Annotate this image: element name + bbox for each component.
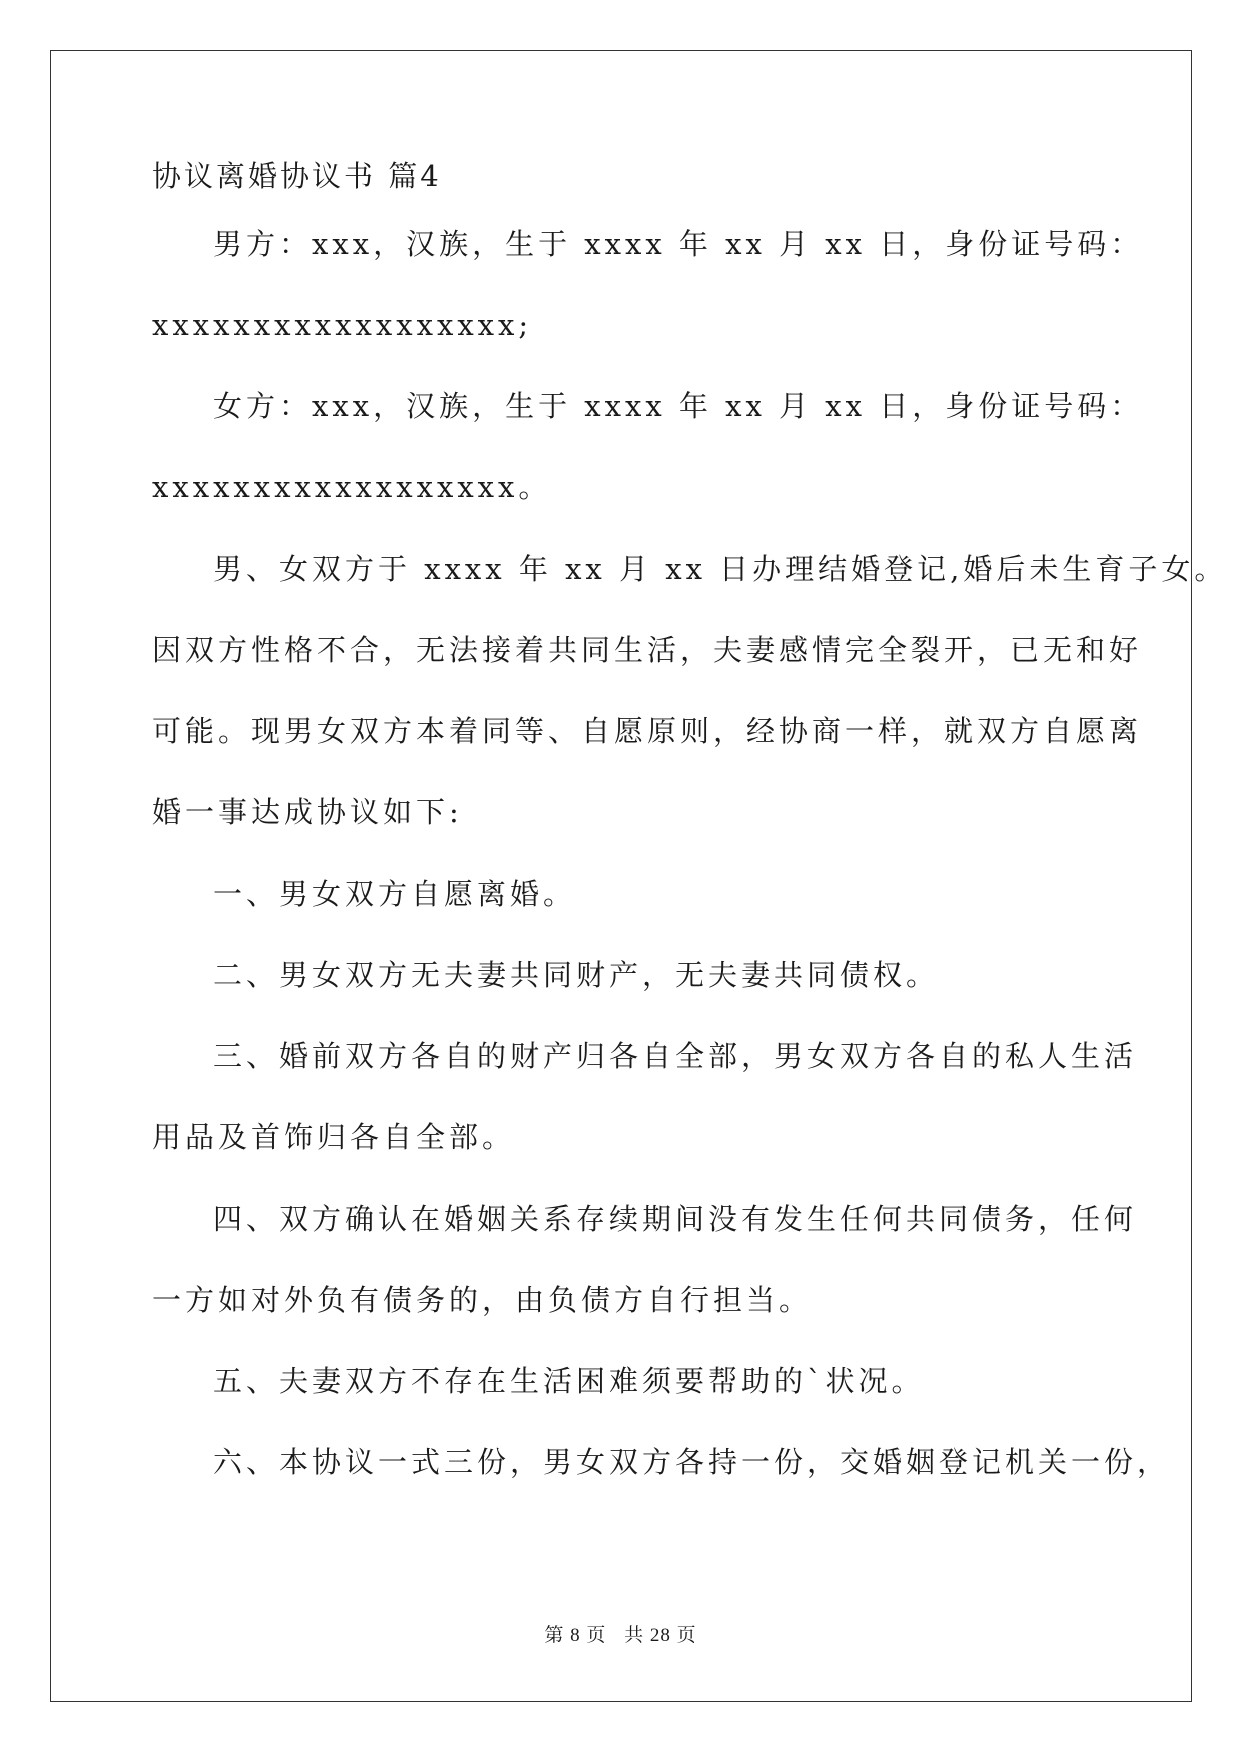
clause-line: 五、夫妻双方不存在生活困难须要帮助的`状况。: [213, 1364, 925, 1398]
clause-line: 三、婚前双方各自的财产归各自全部，男女双方各自的私人生活: [213, 1039, 1138, 1073]
page-footer: [0, 1620, 1241, 1647]
paragraph-line: 女方：xxx，汉族，生于 xxxx 年 xx 月 xx 日，身份证号码：: [213, 389, 1144, 423]
paragraph-line: 男方：xxx，汉族，生于 xxxx 年 xx 月 xx 日，身份证号码：: [213, 227, 1144, 261]
clause-line: 一、男女双方自愿离婚。: [213, 877, 577, 911]
paragraph-line: 可能。现男女双方本着同等、自愿原则，经协商一样，就双方自愿离: [152, 714, 1143, 748]
document-title: 协议离婚协议书 篇4: [152, 159, 442, 193]
paragraph-line: xxxxxxxxxxxxxxxxxx。: [152, 470, 552, 504]
clause-line: 六、本协议一式三份，男女双方各持一份，交婚姻登记机关一份，: [213, 1445, 1171, 1479]
paragraph-line: 因双方性格不合，无法接着共同生活，夫妻感情完全裂开，已无和好: [152, 633, 1143, 667]
paragraph-line: xxxxxxxxxxxxxxxxxx;: [152, 308, 533, 342]
page-total: 共 28 页: [624, 1625, 697, 1646]
clause-line: 四、双方确认在婚姻关系存续期间没有发生任何共同债务，任何: [213, 1202, 1138, 1236]
paragraph-line: 婚一事达成协议如下:: [152, 795, 463, 829]
clause-line: 二、男女双方无夫妻共同财产，无夫妻共同债权。: [213, 958, 940, 992]
clause-line: 用品及首饰归各自全部。: [152, 1120, 516, 1154]
page-number: 第 8 页: [544, 1625, 607, 1646]
clause-line: 一方如对外负有债务的，由负债方自行担当。: [152, 1283, 813, 1317]
paragraph-line: 男、女双方于 xxxx 年 xx 月 xx 日办理结婚登记,婚后未生育子女。: [213, 552, 1228, 586]
